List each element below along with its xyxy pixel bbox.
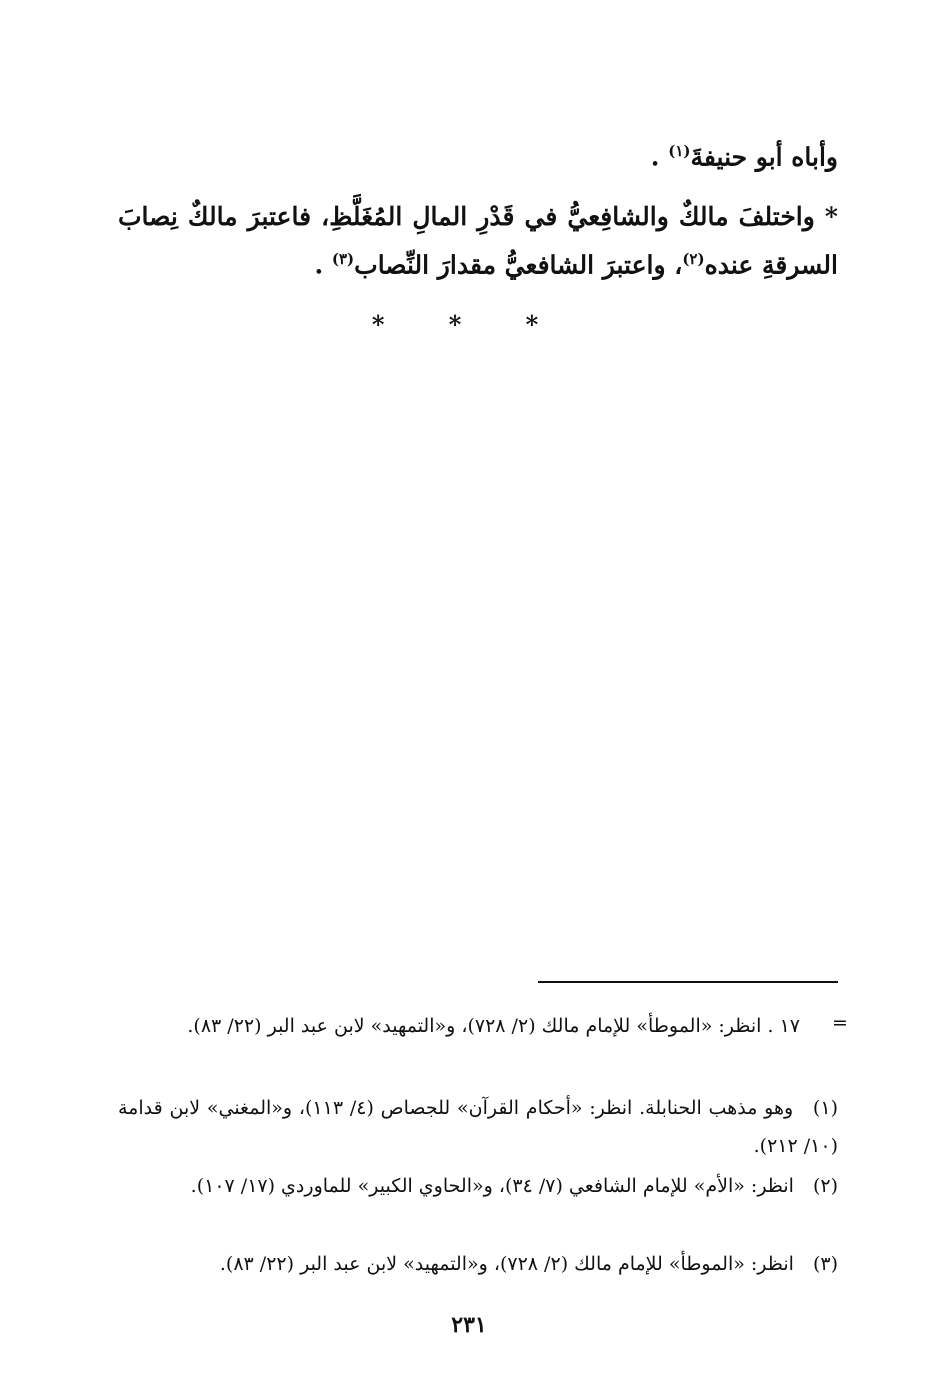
section-divider-asterisks: * * *	[371, 310, 567, 339]
footnote-text: انظر: «الأم» للإمام الشافعي (٧/ ٣٤)، و«الحاوي الكبير» للماوردي (١٧/ ١٠٧).	[190, 1175, 794, 1197]
line1-end: .	[650, 142, 669, 172]
footnote-item	[118, 1089, 838, 1165]
footnote-continuation-marker: =	[832, 1012, 848, 1034]
line3-text-b: ، واعتبرَ الشافعيُّ مقدارَ النِّصاب	[354, 250, 683, 280]
line3-text-a: السرقةِ عنده	[704, 250, 838, 280]
main-text-line-1	[118, 142, 838, 171]
line3-end: .	[314, 250, 332, 280]
footnote-text: انظر: «الموطأ» للإمام مالك (٢/ ٧٢٨)، و«التمهيد» لابن عبد البر (٢٢/ ٨٣).	[219, 1253, 794, 1275]
footnote-item	[118, 1245, 838, 1283]
line1-text: وأباه أبو حنيفةَ	[690, 142, 838, 172]
footnote-continuation	[118, 1007, 838, 1045]
footnote-number: (٢)	[812, 1175, 838, 1197]
footnote-ref-1: (١)	[668, 142, 691, 160]
main-text-line-3	[118, 250, 838, 279]
main-text-line-2: * واختلفَ مالكٌ والشافِعيُّ في قَدْرِ المالِ المُغَلَّظِ، فاعتبرَ مالكٌ نِصابَ	[118, 202, 838, 231]
footnote-continuation-text: ١٧ . انظر: «الموطأ» للإمام مالك (٢/ ٧٢٨)، و«التمهيد» لابن عبد البر (٢٢/ ٨٣).	[187, 1015, 800, 1037]
footnote-number: (١)	[812, 1097, 838, 1119]
page-number: ٢٣١	[451, 1312, 487, 1338]
footnote-ref-3: (٣)	[331, 250, 355, 268]
footnote-item	[118, 1167, 838, 1205]
footnote-ref-2: (٢)	[682, 250, 705, 268]
footnote-separator	[538, 981, 838, 983]
footnote-number: (٣)	[812, 1253, 838, 1275]
footnote-text: وهو مذهب الحنابلة. انظر: «أحكام القرآن» للجصاص (٤/ ١١٣)، و«المغني» لابن قدامة (١٠/ ٢١٢).	[118, 1097, 838, 1157]
